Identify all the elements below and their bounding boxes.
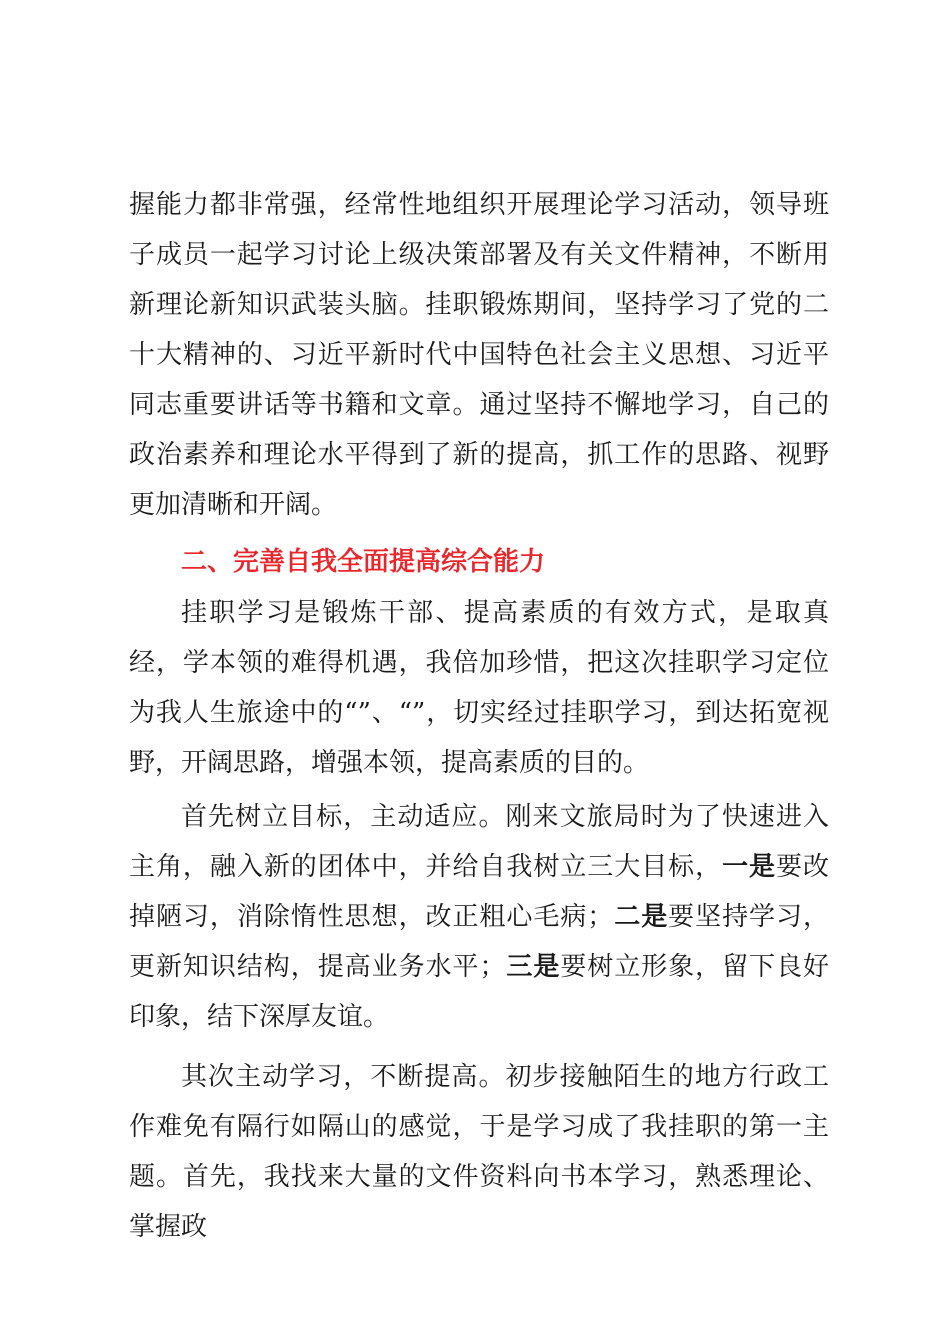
section-heading-2: 二、完善自我全面提高综合能力 [181, 547, 546, 577]
paragraph-4: 其次主动学习，不断提高。初步接触陌生的地方行政工作难免有隔行如隔山的感觉，于是学习成了我挂职的第一主题。首先，我找来大量的文件资料向书本学习，熟悉理论、掌握政 [129, 1062, 829, 1242]
paragraph-3-intro: 首先树立目标，主动适应。刚来文旅局时为了快速进入主角，融入新的团体中，并给自我树立三大目标， [129, 802, 829, 882]
paragraph-3-item-3: 要树立形象，留下良好印象，结下深厚友谊。 [129, 952, 829, 1032]
paragraph-3-item-2: 要坚持学习，更新知识结构，提高业务水平； [129, 902, 829, 982]
paragraph-2: 挂职学习是锻炼干部、提高素质的有效方式，是取真经，学本领的难得机遇，我倍加珍惜，把这次挂职学习定位为我人生旅途中的“”、“”，切实经过挂职学习，到达拓宽视野，开阔思路，增强本领，提高素质的目的。 [129, 598, 829, 778]
paragraph-1: 握能力都非常强，经常性地组织开展理论学习活动，领导班子成员一起学习讨论上级决策部署及有关文件精神，不断用新理论新知识武装头脑。挂职锻炼期间，坚持学习了党的二十大精神的、习近平新时代中国特色社会主义思想、习近平同志重要讲话等书籍和文章。通过坚持不懈地学习，自己的政治素养和理论水平得到了新的提高，抓工作的思路、视野更加清晰和开阔。 [129, 190, 829, 520]
list-marker-3: 三是 [505, 952, 561, 982]
list-marker-2: 二是 [613, 902, 669, 932]
paragraph-3-item-1: 要改掉陋习，消除惰性思想，改正粗心毛病； [129, 852, 829, 932]
list-marker-1: 一是 [722, 852, 777, 882]
paragraph-3 [129, 792, 829, 1042]
document-body [129, 180, 829, 1252]
